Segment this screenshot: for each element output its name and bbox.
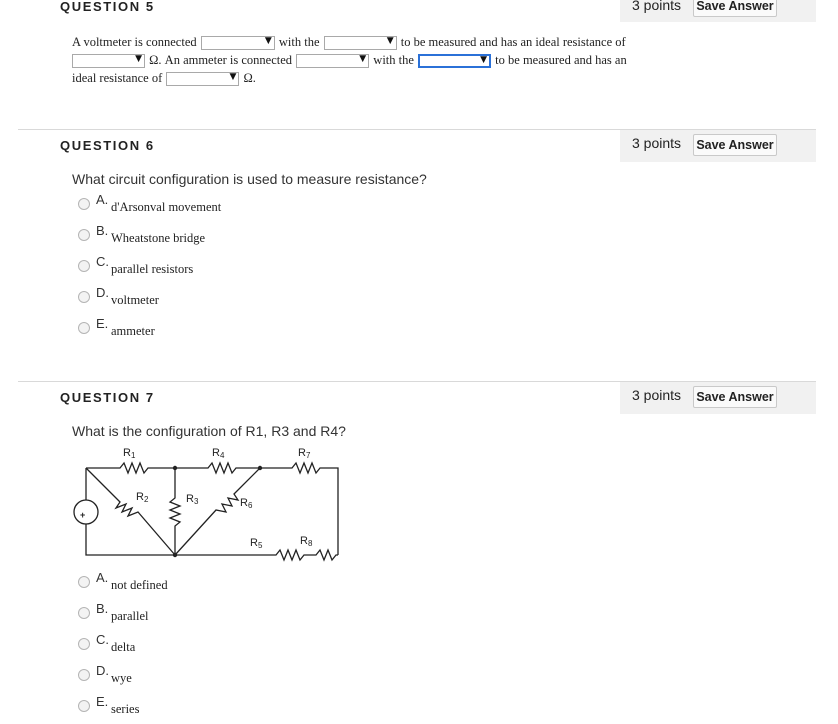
radio-button[interactable] (78, 669, 90, 681)
question-5-header (18, 0, 816, 22)
option-letter: C. (96, 254, 109, 269)
q5-text-7: ideal resistance of (72, 71, 163, 85)
node-dot (173, 466, 177, 470)
q5-text-4: Ω. An ammeter is connected (149, 53, 293, 67)
points-label: 3 points (632, 387, 682, 403)
question-7-header (18, 381, 816, 414)
radio-button[interactable] (78, 607, 90, 619)
option-text: Wheatstone bridge (111, 231, 206, 245)
element-select-2[interactable] (418, 54, 491, 68)
option-letter: C. (96, 632, 109, 647)
q5-text-8: Ω. (243, 71, 256, 85)
dropdown-arrow-icon: ▼ (480, 55, 488, 66)
question-6-header (18, 129, 816, 162)
option-text: parallel (111, 609, 149, 623)
points-label: 3 points (632, 0, 682, 13)
node-dot (173, 553, 177, 557)
dropdown-arrow-icon: ▼ (386, 36, 394, 47)
r1-label: R1 (123, 447, 136, 460)
q5-text-1: A voltmeter is connected (72, 35, 197, 49)
question-title: QUESTION 7 (60, 390, 155, 405)
r7-label: R7 (298, 447, 311, 460)
option-letter: D. (96, 663, 109, 678)
question-text: What is the configuration of R1, R3 and R4? (72, 423, 346, 439)
option-text: wye (111, 671, 132, 685)
connection-select-2[interactable] (296, 54, 369, 68)
connection-select-1[interactable] (201, 36, 275, 50)
option-text: voltmeter (111, 293, 159, 307)
option-text: not defined (111, 578, 168, 592)
q5-text-2: with the (278, 35, 320, 49)
option-letter: B. (96, 223, 109, 238)
dropdown-arrow-icon: ▼ (264, 36, 272, 47)
radio-button[interactable] (78, 291, 90, 303)
resistance-select-1[interactable] (72, 54, 145, 68)
dropdown-arrow-icon: ▼ (135, 54, 142, 65)
save-answer-button[interactable]: Save Answer (693, 0, 777, 17)
q5-line-3 (72, 71, 256, 86)
option-text: d'Arsonval movement (111, 200, 222, 214)
radio-button[interactable] (78, 700, 90, 712)
q5-text-5: with the (373, 53, 414, 67)
source-plus: + (80, 510, 86, 520)
option-letter: D. (96, 285, 109, 300)
question-title: QUESTION 6 (60, 138, 155, 153)
r8-label: R8 (300, 535, 313, 548)
q5-text-6: to be measured and has an (495, 53, 627, 67)
question-text: What circuit configuration is used to measure resistance? (72, 171, 427, 187)
question-title: QUESTION 5 (60, 0, 155, 14)
r6-label: R6 (240, 497, 253, 510)
option-text: ammeter (111, 324, 155, 338)
option-text: parallel resistors (111, 262, 194, 276)
radio-button[interactable] (78, 322, 90, 334)
option-letter: A. (96, 570, 109, 585)
dropdown-arrow-icon: ▼ (229, 72, 237, 83)
option-text: series (111, 702, 140, 716)
circuit-diagram (60, 440, 350, 568)
option-letter: B. (96, 601, 109, 616)
radio-button[interactable] (78, 260, 90, 272)
r5-label: R5 (250, 537, 263, 550)
r3-label: R3 (186, 493, 199, 506)
resistance-select-2[interactable] (166, 72, 239, 86)
q5-line-1 (72, 35, 626, 50)
radio-button[interactable] (78, 198, 90, 210)
option-letter: A. (96, 192, 109, 207)
q5-text-3: to be measured and has an ideal resistance of (400, 35, 626, 49)
save-answer-button[interactable]: Save Answer (693, 386, 777, 408)
option-letter: E. (96, 316, 109, 331)
radio-button[interactable] (78, 576, 90, 588)
option-letter: E. (96, 694, 109, 709)
node-dot (258, 466, 262, 470)
radio-button[interactable] (78, 229, 90, 241)
r2-label: R2 (136, 491, 149, 504)
r4-label: R4 (212, 447, 225, 460)
radio-button[interactable] (78, 638, 90, 650)
element-select-1[interactable] (324, 36, 397, 50)
dropdown-arrow-icon: ▼ (359, 54, 367, 65)
save-answer-button[interactable]: Save Answer (693, 134, 777, 156)
option-text: delta (111, 640, 136, 654)
q5-line-2 (72, 53, 627, 68)
points-label: 3 points (632, 135, 682, 151)
